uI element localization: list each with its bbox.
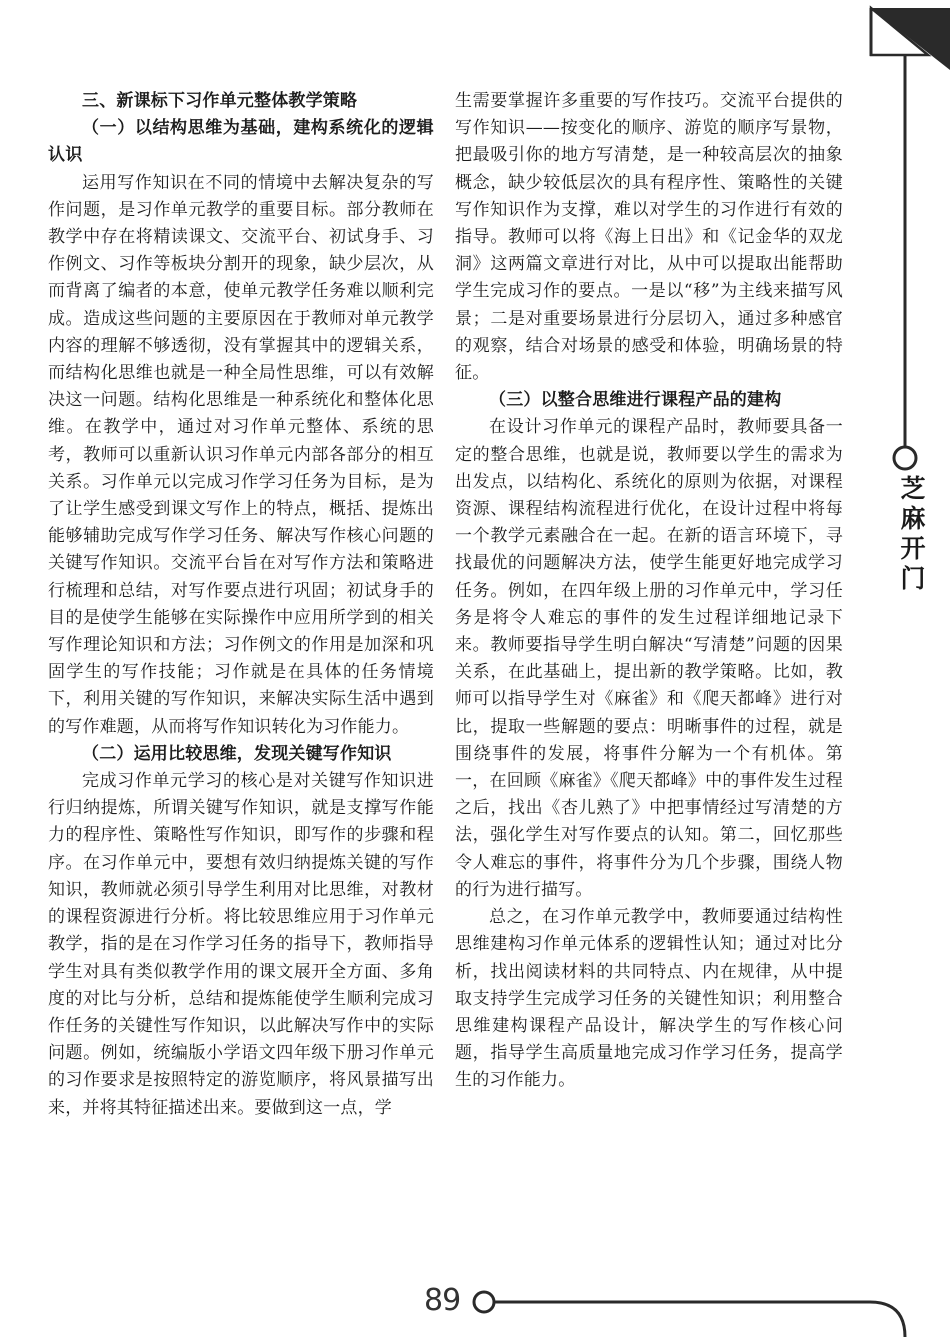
- footer-circle-icon: [474, 1292, 494, 1312]
- sidebar-label-char: 芝: [900, 474, 926, 503]
- sidebar-label: [890, 474, 936, 594]
- conclusion-paragraph: 总之，在习作单元教学中，教师要通过结构性思维建构习作单元体系的逻辑性认知；通过对比分析，找出阅读材料的共同特点、内在规律，从中提取支持学生完成学习任务的关键性知识；利用整合思维建构课程产品设计，解决学生的写作核心问题，指导学生高质量地完成习作学习任务，提高学生的习作能力。: [455, 907, 843, 1091]
- subsection-3-title: （三）以整合思维进行课程产品的建构: [489, 390, 782, 411]
- subsection-3-paragraph: 在设计习作单元的课程产品时，教师要具备一定的整合思维，也就是说，教师要以学生的需求为出发点，以结构化、系统化的原则为依据，对课程资源、课程结构流程进行优化，在设计过程中将每一个教学元素融合在一起。在新的语言环境下，寻找最优的问题解决方法，使学生能更好地完成学习任务。例如，在四年级上册的习作单元中，学习任务是将令人难忘的事件的发生过程详细地记录下来。教师要指导学生明白解决“写清楚”问题的因果关系，在此基础上，提出新的教学策略。比如，教师可以指导学生对《麻雀》和《爬天都峰》进行对比，提取一些解题的要点：明晰事件的过程，就是围绕事件的发展，将事件分解为一个有机体。第一，在回顾《麻雀》《爬天都峰》中的事件发生过程之后，找出《杏儿熟了》中把事情经过写清楚的方法，强化学生对写作要点的认知。第二，回忆那些令人难忘的事件，将事件分为几个步骤，围绕人物的行为进行描写。: [455, 417, 843, 900]
- right-column: [455, 88, 843, 1095]
- subsection-2-paragraph-left: 完成习作单元学习的核心是对关键写作知识进行归纳提炼，所谓关键写作知识，就是支撑写作能力的程序性、策略性写作知识，即写作的步骤和程序。在习作单元中，要想有效归纳提炼关键的写作知识，教师就必须引导学生利用对比思维，对教材的课程资源进行分析。将比较思维应用于习作单元教学，指的是在习作学习任务的指导下，教师指导学生对具有类似教学作用的课文展开全方面、多角度的对比与分析，总结和提炼能使学生顺利完成习作任务的关键性写作知识，以此解决写作中的实际问题。例如，统编版小学语文四年级下册习作单元的习作要求是按照特定的游览顺序，将风景描写出来，并将其特征描述出来。要做到这一点，学: [48, 771, 434, 1118]
- subsection-1-paragraph: 运用写作知识在不同的情境中去解决复杂的写作问题，是习作单元教学的重要目标。部分教师在教学中存在将精读课文、交流平台、初试身手、习作例文、习作等板块分割开的现象，缺少层次，从而背离了编者的本意，使单元教学任务难以顺利完成。造成这些问题的主要原因在于教师对单元教学内容的理解不够透彻，没有掌握其中的逻辑关系，而结构化思维也就是一种全局性思维，可以有效解决这一问题。结构化思维是一种系统化和整体化思维。在教学中，通过对习作单元整体、系统的思考，教师可以重新认识习作单元内部各部分的相互关系。习作单元以完成习作学习任务为目标，是为了让学生感受到课文写作上的特点，概括、提炼出能够辅助完成写作学习任务、解决写作核心问题的关键写作知识。交流平台旨在对写作方法和策略进行梳理和总结，对写作要点进行巩固；初试身手的目的是使学生能够在实际操作中应用所学到的相关写作理论知识和方法；习作例文的作用是加深和巩固学生的写作技能；习作就是在具体的任务情境下，利用关键的写作知识，来解决实际生活中遇到的写作难题，从而将写作知识转化为习作能力。: [48, 172, 434, 737]
- sidebar-label-char: 开: [900, 534, 926, 563]
- sidebar-label-char: 麻: [900, 504, 926, 533]
- left-column: [48, 88, 434, 1122]
- section-heading: 三、新课标下习作单元整体教学策略: [82, 91, 358, 111]
- footer-curve-line: [494, 1302, 905, 1337]
- page-number: 89: [424, 1283, 461, 1318]
- sidebar-circle-icon: [894, 447, 916, 469]
- subsection-2-title: （二）运用比较思维，发现关键写作知识: [82, 743, 392, 764]
- sidebar-label-char: 门: [900, 564, 926, 593]
- subsection-2-paragraph-right: 生需要掌握许多重要的写作技巧。交流平台提供的写作知识——按变化的顺序、游览的顺序写景物，把最吸引你的地方写清楚，是一种较高层次的抽象概念，缺少较低层次的具有程序性、策略性的关键写作知识作为支撑，难以对学生的习作进行有效的指导。教师可以将《海上日出》和《记金华的双龙洞》这两篇文章进行对比，从中可以提取出能帮助学生完成习作的要点。一是以“移”为主线来描写风景；二是对重要场景进行分层切入，通过多种感官的观察，结合对场景的感受和体验，明确场景的特征。: [455, 91, 843, 384]
- subsection-1-title: （一）以结构思维为基础，建构系统化的逻辑认识: [48, 118, 434, 166]
